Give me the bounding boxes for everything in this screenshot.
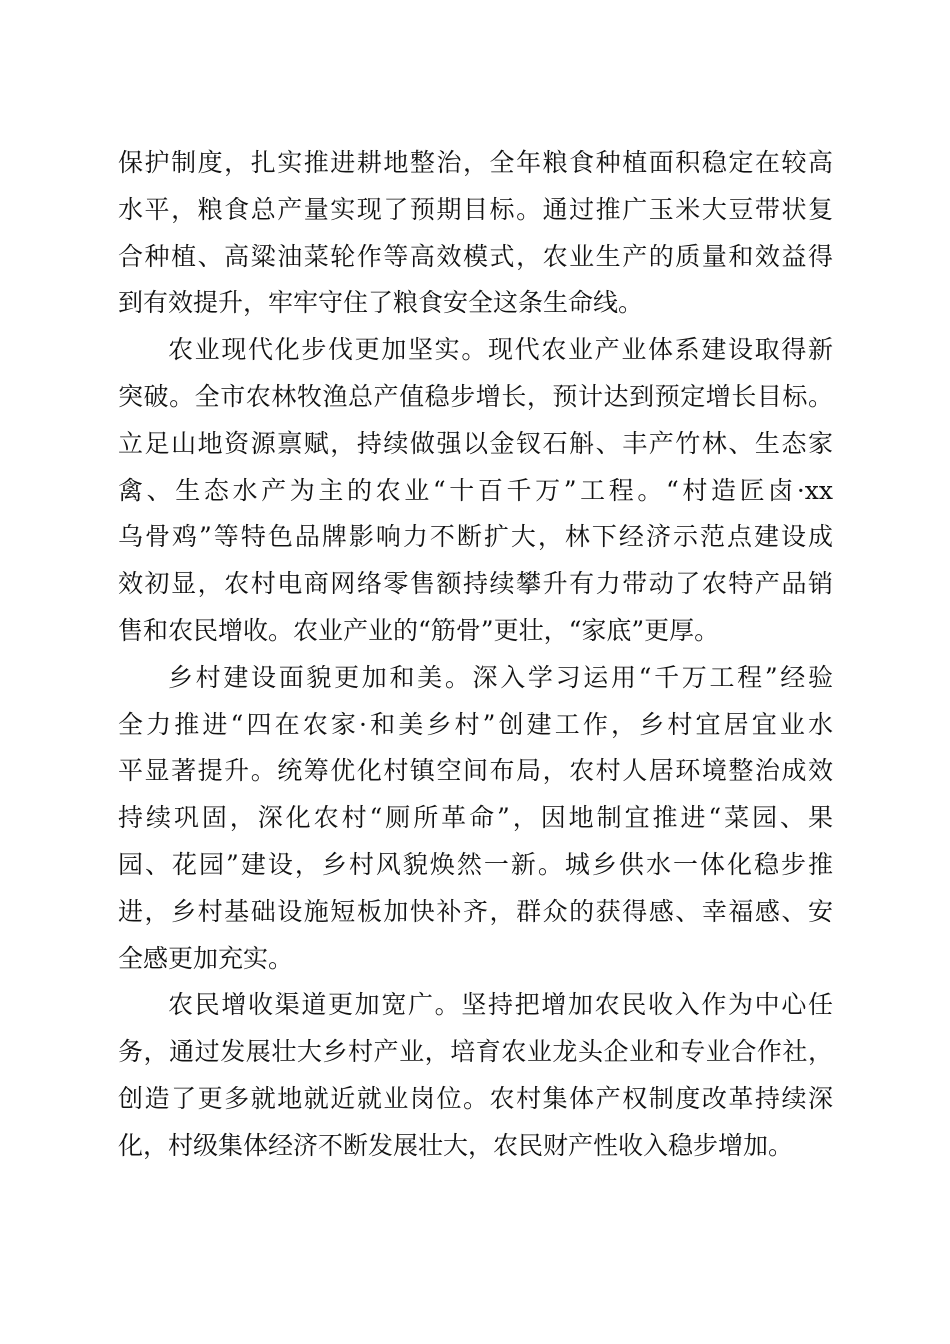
text-line: 乌骨鸡”等特色品牌影响力不断扩大，林下经济示范点建设成 — [118, 522, 833, 552]
text-line: 合种植、高粱油菜轮作等高效模式，农业生产的质量和效益得 — [118, 241, 833, 271]
text-line: 务，通过发展壮大乡村产业，培育农业龙头企业和专业合作社， — [118, 1037, 833, 1067]
text-line: 平显著提升。统筹优化村镇空间布局，农村人居环境整治成效 — [118, 756, 833, 786]
text-line: 保护制度，扎实推进耕地整治，全年粮食种植面积稳定在较高 — [118, 148, 833, 177]
paragraph-farmer-income — [118, 982, 833, 1169]
paragraph-grain-security — [118, 140, 833, 327]
text-line: 创造了更多就地就近就业岗位。农村集体产权制度改革持续深 — [118, 1083, 833, 1113]
text-line: 持续巩固，深化农村“厕所革命”，因地制宜推进“菜园、果 — [118, 803, 833, 833]
text-line: 售和农民增收。农业产业的“筋骨”更壮，“家底”更厚。 — [118, 615, 720, 645]
text-line: 突破。全市农林牧渔总产值稳步增长，预计达到预定增长目标。 — [118, 381, 833, 411]
text-line: 立足山地资源禀赋，持续做强以金钗石斛、丰产竹林、生态家 — [118, 428, 833, 458]
text-line: 效初显，农村电商网络零售额持续攀升有力带动了农特产品销 — [118, 569, 833, 599]
text-line: 化，村级集体经济不断发展壮大，农民财产性收入稳步增加。 — [118, 1130, 794, 1160]
text-line: 到有效提升，牢牢守住了粮食安全这条生命线。 — [118, 288, 644, 318]
text-line: 乡村建设面貌更加和美。深入学习运用“千万工程”经验 — [168, 662, 833, 692]
text-line: 进，乡村基础设施短板加快补齐，群众的获得感、幸福感、安 — [118, 896, 833, 926]
text-line: 水平，粮食总产量实现了预期目标。通过推广玉米大豆带状复 — [118, 194, 833, 224]
document-body — [118, 140, 833, 1170]
paragraph-agricultural-modernization — [118, 327, 833, 655]
text-line: 农民增收渠道更加宽广。坚持把增加农民收入作为中心任 — [168, 990, 833, 1020]
text-line: 园、花园”建设，乡村风貌焕然一新。城乡供水一体化稳步推 — [118, 849, 833, 879]
paragraph-rural-construction — [118, 655, 833, 983]
text-line: 全感更加充实。 — [118, 943, 294, 973]
text-line: 农业现代化步伐更加坚实。现代农业产业体系建设取得新 — [168, 335, 833, 365]
text-line: 全力推进“四在农家·和美乡村”创建工作，乡村宜居宜业水 — [118, 709, 833, 739]
text-line: 禽、生态水产为主的农业“十百千万”工程。“村造匠卤·xx — [118, 475, 833, 505]
